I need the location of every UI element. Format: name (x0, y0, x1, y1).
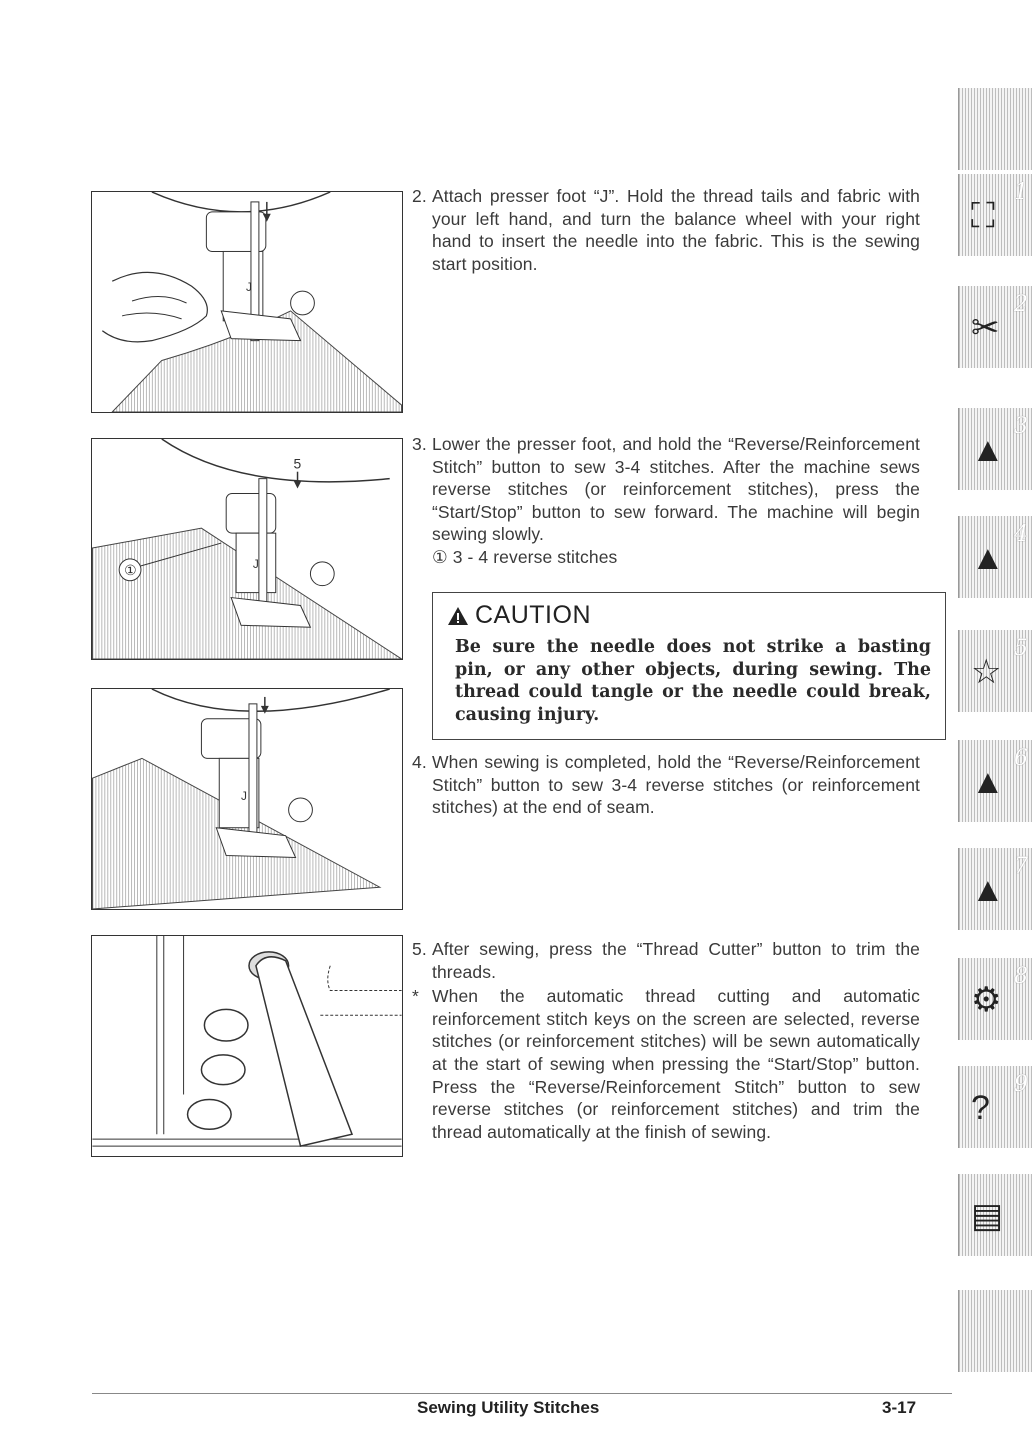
tab-appendix[interactable] (958, 1174, 1032, 1256)
star-frame-icon: ☆ (971, 653, 1002, 691)
step-number: 3. (412, 434, 427, 454)
tab-chapter-8[interactable] (958, 958, 1032, 1040)
stitch-length-label: 5 (293, 455, 302, 472)
footer-rule (92, 1393, 952, 1394)
tab-label: 5 (1014, 636, 1028, 661)
tab-chapter-9[interactable] (958, 1066, 1032, 1148)
step-text: Attach presser foot “J”. Hold the thread tails and fabric with your left hand, and turn the balance wheel with your right hand to insert the needle into the fabric. This is the sewing start position. (432, 186, 920, 274)
tab-label: 3 (1014, 414, 1028, 439)
figure-step-5 (91, 935, 403, 1157)
presser-foot-illustration (92, 192, 402, 412)
step-note: When the automatic thread cutting and automatic reinforcement stitch keys on the screen are selected, reverse stitches (or reinforcement stitches) will be sewn automatically at the start of sewing when pressing the “Start/Stop” button. Press the “Reverse/Reinforcement Stitch” button to sew reverse stitches (or reinforcement stitches) and trim the thread automatically at the finish of sewing. (432, 986, 920, 1142)
tab-chapter-4[interactable] (958, 516, 1032, 598)
tab-label: 1 (1014, 180, 1028, 205)
figure-step-4 (91, 688, 403, 910)
page-number: 3-17 (882, 1398, 917, 1417)
callout-1: ① (124, 561, 137, 578)
tab-chapter-3[interactable] (958, 408, 1032, 490)
maintenance-icon: ⚙ (971, 981, 1002, 1019)
step-number: 2. (412, 186, 427, 206)
step-text: When sewing is completed, hold the “Reverse/Reinforcement Stitch” button to sew 3-4 reverse stitches (or reinforcement stitches) at the end of seam. (432, 752, 920, 818)
caution-text: Be sure the needle does not strike a basting pin, or any other objects, during sewing. The thread could tangle or the needle could break, causing injury. (455, 637, 931, 725)
tab-index[interactable] (958, 1290, 1032, 1372)
caution-box (432, 592, 946, 740)
step-number: 4. (412, 752, 427, 772)
step-5 (412, 938, 920, 1143)
shirt-icon: ▲ (971, 431, 1005, 469)
footer-title: Sewing Utility Stitches (417, 1398, 600, 1417)
figure-step-3 (91, 438, 403, 660)
tab-contents[interactable] (958, 88, 1032, 170)
foot-label: J (246, 280, 252, 295)
tab-chapter-2[interactable] (958, 286, 1032, 368)
abc-shirt-icon: ▲ (971, 539, 1005, 577)
tab-chapter-5[interactable] (958, 630, 1032, 712)
step-text: After sewing, press the “Thread Cutter” button to trim the threads. (432, 939, 920, 982)
end-of-seam-illustration (92, 689, 402, 909)
tab-label: 4 (1014, 522, 1028, 547)
tab-label: 6 (1014, 746, 1028, 771)
documents-icon: ▤ (971, 1197, 1004, 1235)
caution-heading: CAUTION (475, 601, 591, 629)
foot-label: J (241, 788, 247, 803)
step-4 (412, 751, 920, 819)
sewing-machine-icon: ⛶ (971, 197, 995, 235)
tab-chapter-6[interactable] (958, 740, 1032, 822)
figure-step-2 (91, 191, 403, 413)
step-3 (412, 433, 920, 569)
warning-triangle-icon (447, 606, 469, 626)
step-text: Lower the presser foot, and hold the “Reverse/Reinforcement Stitch” button to sew 3-4 stitches. After the machine sews reverse stitches (or reinforcement stitches), press the “Start/Stop” button to sew forward. The machine will begin sewing slowly. (432, 434, 920, 545)
tab-label: 2 (1014, 292, 1028, 317)
thread-spool-icon: ✂ (971, 309, 1000, 347)
embroidered-shirt-icon: ▲ (971, 763, 1005, 801)
shirts-icon: ▲ (971, 871, 1005, 909)
step-note: ① 3 - 4 reverse stitches (432, 546, 618, 567)
tab-label: 9 (1014, 1072, 1028, 1097)
thread-cutter-button-illustration (92, 936, 402, 1156)
tab-chapter-1[interactable] (958, 174, 1032, 256)
reverse-stitch-illustration (92, 439, 402, 659)
foot-label: J (252, 556, 259, 571)
troubleshooting-icon: ? (971, 1089, 990, 1127)
tab-label: 8 (1014, 964, 1028, 989)
note-asterisk: * (412, 986, 419, 1007)
tab-label: 7 (1014, 854, 1028, 879)
caution-heading-row (447, 601, 931, 630)
step-number: 5. (412, 939, 427, 959)
step-2 (412, 185, 920, 275)
step-note-block (412, 985, 920, 1143)
tab-chapter-7[interactable] (958, 848, 1032, 930)
